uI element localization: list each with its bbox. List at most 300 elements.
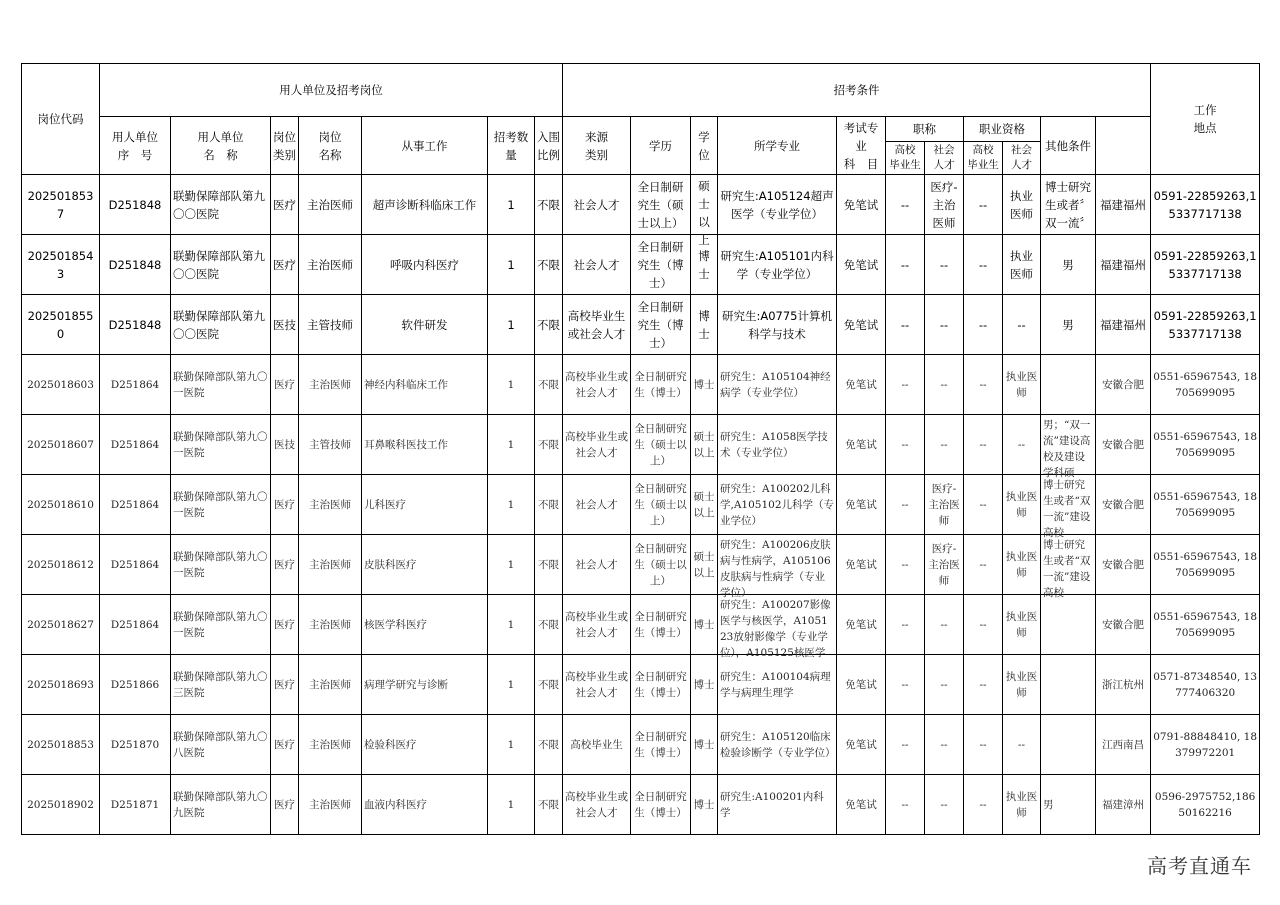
cell-education [631,415,691,475]
cell-major [718,355,837,415]
cell-count-text: 1 [507,678,515,691]
cell-title-social [925,535,964,595]
cell-post-name [299,595,362,655]
cell-qual-social [1003,595,1041,655]
cell-major-text: 研究生：A1058医学技术（专业学位） [720,430,828,459]
cell-ratio [535,775,563,835]
cell-major [718,715,837,775]
cell-title-school [886,175,925,235]
cell-ratio-text: 不限 [537,257,560,272]
cell-education-text: 全日制研究生（博士） [634,610,687,639]
cell-ratio-text: 不限 [537,197,560,212]
cell-other-text: 男 [1043,798,1054,811]
table-row [22,655,1260,715]
cell-post-type [271,535,299,595]
cell-post-code-text: 2025018610 [27,498,94,511]
cell-source-text: 社会人才 [575,498,618,511]
cell-major [718,475,837,535]
cell-qual-social [1003,295,1041,355]
cell-post-code-text: 2025018693 [27,678,94,691]
cell-ratio-text: 不限 [538,378,559,391]
cell-title-social [925,175,964,235]
cell-other [1041,175,1096,235]
cell-unit-name [171,475,271,535]
cell-education [631,355,691,415]
cell-post-code [22,415,100,475]
cell-title-school [886,595,925,655]
cell-source-text: 高校毕业生或社会人才 [565,370,628,399]
cell-phone [1151,415,1260,475]
cell-exam [837,175,886,235]
cell-ratio-text: 不限 [538,618,559,631]
cell-title-school [886,295,925,355]
cell-education-text: 全日制研究生（博士） [634,730,687,759]
cell-education [631,475,691,535]
cell-title-school-text: -- [901,798,909,811]
cell-post-name-text: 主治医师 [309,678,351,691]
cell-location [1096,535,1151,595]
cell-education-text: 全日制研究生（博士） [634,790,687,819]
cell-phone-text: 0591-22859263,15337717138 [1153,308,1257,341]
cell-phone [1151,715,1260,775]
cell-post-type-text: 医疗 [273,257,296,272]
cell-phone-text: 0791-88848410, 18379972201 [1153,730,1257,759]
cell-title-school [886,475,925,535]
cell-education [631,235,691,295]
cell-phone-text: 0591-22859263,15337717138 [1153,248,1257,281]
cell-major [718,415,837,475]
cell-title-social [925,475,964,535]
table-row [22,415,1260,475]
cell-education-text: 全日制研究生（博士） [637,239,684,290]
cell-other [1041,775,1096,835]
cell-qual-school [964,235,1003,295]
cell-post-code [22,355,100,415]
header-title-school: 高校 毕业生 [886,142,925,175]
table-row [22,175,1260,235]
cell-post-type [271,655,299,715]
cell-exam [837,535,886,595]
cell-phone [1151,655,1260,715]
cell-unit-no [100,595,171,655]
cell-unit-no [100,415,171,475]
header-work: 从事工作 [362,117,488,175]
cell-post-code [22,775,100,835]
cell-unit-name-text: 联勤保障部队第九〇一医院 [173,550,268,579]
watermark-text: 高考直通车 [1147,854,1252,878]
cell-major-text: 研究生：A100104病理学与病理生理学 [720,670,831,699]
cell-title-school-text: -- [900,257,910,272]
cell-qual-school-text: -- [979,378,987,391]
cell-ratio [535,355,563,415]
cell-location [1096,415,1151,475]
cell-qual-school-text: -- [979,738,987,751]
cell-count-text: 1 [507,798,515,811]
cell-unit-no [100,475,171,535]
cell-post-name-text: 主治医师 [307,257,353,272]
cell-post-type-text: 医疗 [274,618,295,631]
cell-location-text: 浙江杭州 [1102,678,1145,691]
cell-other-text: 男 [1062,257,1074,272]
cell-work-text: 病理学研究与诊断 [364,678,448,691]
cell-count-text: 1 [507,378,515,391]
table-row [22,595,1260,655]
cell-qual-school-text: -- [979,438,987,451]
table-row [22,355,1260,415]
cell-unit-name [171,235,271,295]
header-ratio: 入围 比例 [535,117,563,175]
cell-degree-text: 硕士以上 [693,490,715,519]
cell-degree-text: 博士 [698,248,710,281]
cell-unit-name [171,295,271,355]
cell-degree [691,775,718,835]
cell-title-school [886,235,925,295]
cell-major [718,535,837,599]
cell-other-text: 博士研究生或者〞双一流〞 [1045,179,1091,230]
cell-work [362,415,488,475]
cell-post-name [299,295,362,355]
cell-work-text: 核医学科医疗 [364,618,427,631]
cell-ratio-text: 不限 [538,678,559,691]
cell-location-text: 安徽合肥 [1102,378,1145,391]
cell-count-text: 1 [507,438,515,451]
cell-degree-text: 硕士以上 [698,178,710,247]
cell-unit-no-text: D251864 [110,558,160,571]
cell-post-code-text: 2025018612 [27,558,94,571]
cell-title-social [925,355,964,415]
cell-unit-name [171,595,271,655]
cell-work-text: 检验科医疗 [364,738,417,751]
cell-post-name [299,535,362,595]
cell-location-text: 安徽合肥 [1102,498,1145,511]
cell-other-text: 博士研究生或者“双一流”建设高校 [1043,538,1091,599]
cell-count-text: 1 [507,197,515,212]
cell-title-social [925,415,964,475]
cell-count-text: 1 [507,498,515,511]
cell-work-text: 呼吸内科医疗 [390,257,459,272]
cell-other [1041,475,1096,539]
cell-post-code [22,715,100,775]
cell-location [1096,775,1151,835]
cell-source-text: 社会人才 [573,197,620,212]
cell-qual-school [964,595,1003,655]
cell-post-type [271,355,299,415]
cell-qual-social-text: -- [1017,738,1026,751]
cell-qual-social-text: -- [1017,317,1026,332]
cell-education [631,595,691,655]
cell-post-code [22,235,100,295]
cell-title-social [925,295,964,355]
cell-location [1096,475,1151,535]
cell-exam [837,415,886,475]
header-unit-group: 用人单位及招考岗位 [100,64,563,117]
cell-major-text: 研究生:A0775计算机科学与技术 [721,308,832,341]
cell-degree-text: 博士 [693,378,715,391]
cell-source [563,595,631,655]
cell-qual-school-text: -- [979,678,987,691]
cell-qual-school [964,535,1003,595]
cell-education [631,655,691,715]
cell-post-type-text: 医疗 [274,798,295,811]
cell-work [362,535,488,595]
cell-work [362,235,488,295]
cell-ratio-text: 不限 [538,738,559,751]
cell-unit-name [171,415,271,475]
cell-source-text: 社会人才 [573,257,620,272]
cell-title-social-text: -- [940,618,948,631]
cell-other [1041,355,1096,415]
cell-post-type-text: 医技 [274,438,295,451]
cell-ratio [535,535,563,595]
cell-major [718,775,837,835]
cell-unit-name-text: 联勤保障部队第九〇一医院 [173,490,268,519]
cell-major-text: 研究生：A100207影像医学与核医学，A105123放射影像学（专业学位），A105125核医学 [720,598,831,659]
cell-unit-name-text: 联勤保障部队第九〇八医院 [173,730,268,759]
cell-other-text: 男 [1062,317,1074,332]
cell-qual-social-text: 执业医师 [1005,370,1038,399]
cell-count [488,775,535,835]
cell-post-code [22,655,100,715]
cell-work-text: 超声诊断科临床工作 [372,197,477,212]
cell-post-type [271,295,299,355]
cell-ratio [535,595,563,655]
cell-qual-social-text: 执业医师 [1005,670,1038,699]
cell-post-type [271,415,299,475]
cell-post-name [299,475,362,535]
cell-ratio [535,175,563,235]
cell-location [1096,595,1151,655]
cell-post-name-text: 主管技师 [307,317,353,332]
cell-post-name-text: 主治医师 [309,558,351,571]
header-title-group: 职称 [886,117,964,142]
header-conditions-group: 招考条件 [563,64,1151,117]
cell-qual-social-text: 执业医师 [1005,550,1038,579]
cell-title-school [886,775,925,835]
cell-post-type-text: 医疗 [274,738,295,751]
cell-work [362,655,488,715]
header-major: 所学专业 [718,117,837,175]
cell-work [362,475,488,535]
cell-title-school-text: -- [900,197,910,212]
cell-post-type [271,475,299,535]
cell-unit-name-text: 联勤保障部队第九〇一医院 [173,430,268,459]
cell-unit-no-text: D251848 [108,317,162,332]
cell-other-text: 博士研究生或者“双一流”建设高校 [1043,478,1091,539]
cell-source-text: 高校毕业生或社会人才 [567,308,626,341]
cell-unit-no-text: D251864 [110,618,160,631]
cell-post-type-text: 医疗 [273,197,296,212]
cell-count [488,415,535,475]
cell-unit-no [100,295,171,355]
header-other: 其他条件 [1041,117,1096,175]
cell-location [1096,235,1151,295]
cell-work [362,775,488,835]
cell-post-name-text: 主治医师 [309,738,351,751]
cell-exam [837,475,886,535]
cell-ratio-text: 不限 [538,498,559,511]
cell-title-school [886,715,925,775]
recruitment-table [21,63,1260,835]
cell-post-name [299,775,362,835]
cell-degree-text: 硕士以上 [693,550,715,579]
cell-unit-no-text: D251848 [108,197,162,212]
cell-degree-text: 硕士以上 [693,430,715,459]
cell-qual-school-text: -- [978,317,988,332]
cell-unit-name [171,655,271,715]
cell-degree-text: 博士 [693,618,715,631]
cell-qual-school [964,175,1003,235]
cell-other [1041,715,1096,775]
cell-education-text: 全日制研究生（博士） [634,670,687,699]
cell-education-text: 全日制研究生（硕士以上） [634,482,687,527]
cell-unit-name [171,775,271,835]
cell-exam [837,355,886,415]
cell-title-social-text: 医疗-主治医师 [930,179,958,230]
cell-qual-social-text: 执业医师 [1010,188,1033,221]
cell-post-name-text: 主治医师 [309,378,351,391]
cell-location-text: 安徽合肥 [1102,618,1145,631]
cell-title-social [925,655,964,715]
cell-count-text: 1 [507,738,515,751]
cell-unit-no [100,235,171,295]
cell-degree [691,655,718,715]
cell-education-text: 全日制研究生（博士） [637,299,684,350]
cell-other [1041,295,1096,355]
cell-qual-school-text: -- [978,257,988,272]
table-row [22,295,1260,355]
cell-count [488,655,535,715]
cell-qual-school-text: -- [979,798,987,811]
cell-exam [837,235,886,295]
cell-post-code-text: 2025018607 [27,438,94,451]
cell-degree [691,595,718,655]
table-row [22,535,1260,595]
cell-qual-social [1003,655,1041,715]
cell-ratio [535,295,563,355]
cell-unit-no [100,175,171,235]
cell-phone [1151,355,1260,415]
cell-title-school [886,415,925,475]
cell-phone-text: 0591-22859263,15337717138 [1153,188,1257,221]
cell-major [718,295,837,355]
cell-title-school-text: -- [900,317,910,332]
cell-degree-text: 博士 [693,678,715,691]
cell-degree [691,355,718,415]
cell-unit-no [100,775,171,835]
cell-phone [1151,295,1260,355]
cell-location [1096,295,1151,355]
cell-work [362,715,488,775]
cell-other-text: 男；“双一流”建设高校及建设学科硕 [1043,418,1091,479]
cell-exam [837,295,886,355]
cell-source [563,355,631,415]
cell-qual-school [964,415,1003,475]
cell-major-text: 研究生：A105104神经病学（专业学位） [720,370,831,399]
cell-exam-text: 免笔试 [845,678,877,691]
cell-source [563,655,631,715]
cell-unit-no [100,715,171,775]
cell-work-text: 软件研发 [401,317,448,332]
table-row [22,235,1260,295]
cell-exam-text: 免笔试 [845,558,877,571]
header-qual-social: 社会 人才 [1003,142,1041,175]
cell-degree [691,715,718,775]
cell-other [1041,415,1096,479]
cell-unit-no-text: D251870 [110,738,160,751]
cell-title-social-text: -- [940,378,948,391]
cell-ratio-text: 不限 [537,317,560,332]
header-source: 来源 类别 [563,117,631,175]
header-qual-school: 高校 毕业生 [964,142,1003,175]
cell-unit-name [171,535,271,595]
cell-qual-social [1003,415,1041,475]
cell-exam [837,775,886,835]
cell-unit-name-text: 联勤保障部队第九〇一医院 [173,610,268,639]
cell-post-type-text: 医疗 [274,378,295,391]
cell-source [563,775,631,835]
cell-title-school [886,355,925,415]
cell-qual-social [1003,355,1041,415]
cell-exam-text: 免笔试 [845,438,877,451]
cell-post-name [299,355,362,415]
cell-work-text: 皮肤科医疗 [364,558,417,571]
cell-exam-text: 免笔试 [845,498,877,511]
cell-phone-text: 0551-65967543, 18705699095 [1153,610,1257,639]
cell-title-school [886,535,925,595]
cell-unit-no-text: D251848 [108,257,162,272]
cell-exam-text: 免笔试 [843,317,879,332]
cell-count [488,295,535,355]
cell-qual-social-text: 执业医师 [1005,790,1038,819]
cell-title-school-text: -- [901,738,909,751]
cell-qual-school [964,355,1003,415]
cell-post-name-text: 主治医师 [309,618,351,631]
cell-title-social-text: 医疗-主治医师 [928,482,960,527]
cell-unit-no-text: D251871 [110,798,160,811]
cell-work [362,175,488,235]
cell-unit-name [171,355,271,415]
cell-phone-text: 0551-65967543, 18705699095 [1153,550,1257,579]
cell-qual-school-text: -- [979,498,987,511]
cell-education [631,715,691,775]
cell-source-text: 社会人才 [575,558,618,571]
cell-phone-text: 0551-65967543, 18705699095 [1153,370,1257,399]
cell-degree [691,295,718,355]
cell-other [1041,235,1096,295]
cell-title-social-text: -- [940,678,948,691]
cell-count [488,535,535,595]
cell-exam-text: 免笔试 [843,257,879,272]
header-unit-name: 用人单位 名 称 [171,117,271,175]
table-row [22,715,1260,775]
header-title-social: 社会 人才 [925,142,964,175]
cell-count-text: 1 [507,558,515,571]
cell-ratio [535,475,563,535]
cell-education-text: 全日制研究生（博士） [634,370,687,399]
cell-phone-text: 0596-2975752,18650162216 [1154,790,1256,819]
cell-ratio [535,715,563,775]
cell-post-code-text: 2025018853 [27,738,94,751]
cell-degree-text: 博士 [693,738,715,751]
cell-exam [837,715,886,775]
cell-qual-social [1003,175,1041,235]
cell-degree [691,535,718,595]
cell-phone [1151,475,1260,535]
cell-exam [837,595,886,655]
cell-unit-no-text: D251864 [110,498,160,511]
cell-post-name [299,415,362,475]
cell-education-text: 全日制研究生（硕士以上） [637,179,684,230]
